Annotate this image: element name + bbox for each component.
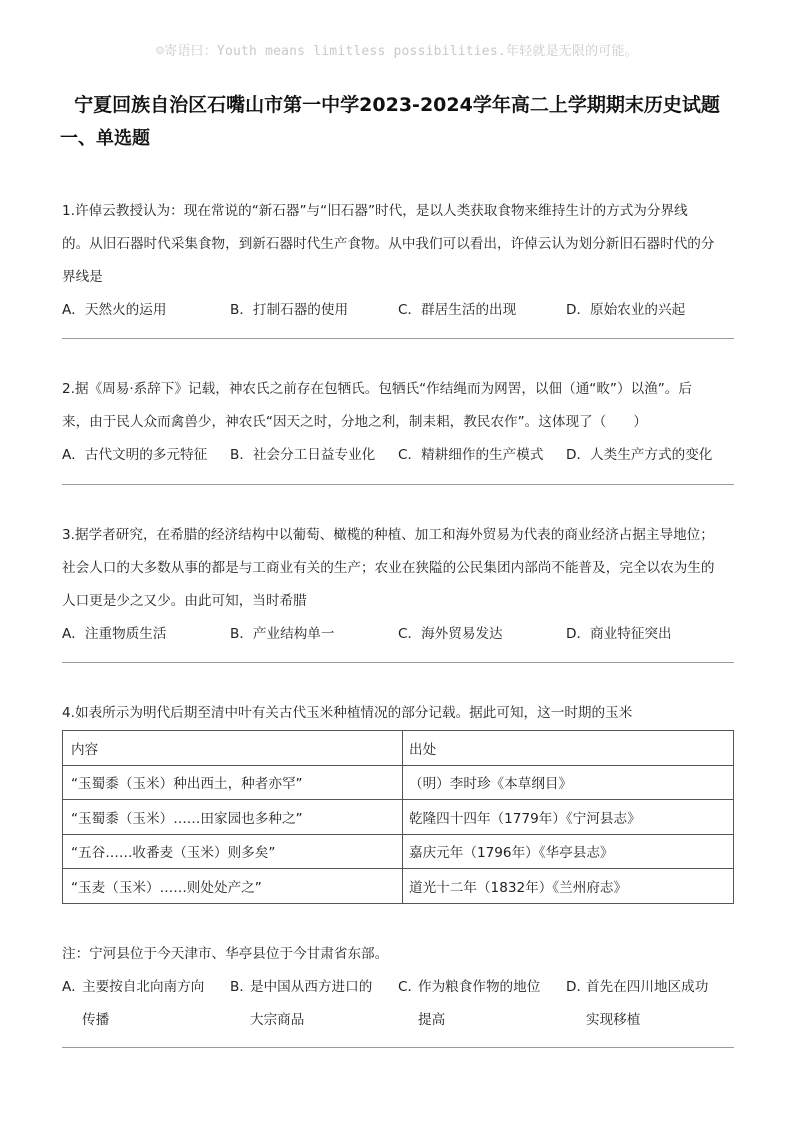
question-line: 4.如表所示为明代后期至清中叶有关古代玉米种植情况的部分记载。据此可知，这一时期的玉米 xyxy=(62,705,633,721)
option-b[interactable]: B．产业结构单一 xyxy=(230,626,335,642)
question-4 xyxy=(62,697,734,730)
question-line: 来，由于民人众而禽兽少，神农氏“因天之时，分地之利，制耒耜，教民农作”。这体现了（ ） xyxy=(62,414,648,430)
options-row xyxy=(62,618,734,651)
option-d[interactable]: D．商业特征突出 xyxy=(566,626,672,642)
option-c[interactable]: C．群居生活的出现 xyxy=(398,302,517,318)
table-row xyxy=(63,800,734,835)
option-key: C． xyxy=(398,979,422,995)
table-header-cell: 内容 xyxy=(63,731,403,766)
page-title: 宁夏回族自治区石嘴山市第一中学2023-2024学年高二上学期期末历史试题 xyxy=(74,94,720,116)
option-text-line: 传播 xyxy=(82,1012,110,1028)
option-text-line: 大宗商品 xyxy=(250,1012,305,1028)
options-row xyxy=(62,294,734,327)
table-cell: 道光十二年（1832年）《兰州府志》 xyxy=(403,869,734,904)
option-text-line: 是中国从西方进口的 xyxy=(250,979,373,995)
option-a[interactable] xyxy=(62,971,230,1037)
option-b[interactable]: B．社会分工日益专业化 xyxy=(230,447,376,463)
option-key: A． xyxy=(62,979,85,995)
table-cell: 嘉庆元年（1796年）《华亭县志》 xyxy=(403,834,734,869)
table-cell: “玉蜀黍（玉米）种出西土，种者亦罕” xyxy=(63,765,403,800)
option-text xyxy=(250,971,380,1037)
option-text-line: 主要按自北向南方向 xyxy=(82,979,205,995)
option-text xyxy=(586,971,716,1037)
option-d[interactable] xyxy=(566,971,734,1037)
option-text-line: 首先在四川地区成功 xyxy=(586,979,709,995)
question-line: 界线是 xyxy=(62,269,103,285)
section-heading: 一、单选题 xyxy=(60,128,150,149)
option-b[interactable]: B．打制石器的使用 xyxy=(230,302,349,318)
table-row xyxy=(63,765,734,800)
option-a[interactable]: A．古代文明的多元特征 xyxy=(62,447,208,463)
question-3 xyxy=(62,519,734,651)
table-row xyxy=(63,834,734,869)
divider xyxy=(62,1047,734,1048)
option-c[interactable]: C．海外贸易发达 xyxy=(398,626,503,642)
option-text-line: 实现移植 xyxy=(586,1012,641,1028)
option-text-line: 作为粮食作物的地位 xyxy=(418,979,541,995)
option-d[interactable]: D．人类生产方式的变化 xyxy=(566,447,713,463)
option-b[interactable] xyxy=(230,971,398,1037)
table-cell: “玉蜀黍（玉米）……田家园也多种之” xyxy=(63,800,403,835)
table-cell: 乾隆四十四年（1779年）《宁河县志》 xyxy=(403,800,734,835)
question-1 xyxy=(62,195,734,327)
option-c[interactable] xyxy=(398,971,566,1037)
option-a[interactable]: A．天然火的运用 xyxy=(62,302,167,318)
option-d[interactable]: D．原始农业的兴起 xyxy=(566,302,686,318)
question-line: 人口更是少之又少。由此可知，当时希腊 xyxy=(62,593,307,609)
options-row xyxy=(62,439,734,472)
watermark-motto: ☺寄语曰：Youth means limitless possibilities.年轻就是无限的可能。 xyxy=(156,44,638,59)
question-2 xyxy=(62,373,734,472)
divider xyxy=(62,338,734,339)
question-line: 社会人口的大多数从事的都是与工商业有关的生产；农业在狭隘的公民集团内部尚不能普及，完全以农为生的 xyxy=(62,560,715,576)
divider xyxy=(62,662,734,663)
table-row xyxy=(63,869,734,904)
option-text xyxy=(418,971,548,1037)
table-header-row xyxy=(63,731,734,766)
note-text: 注：宁河县位于今天津市、华亭县位于今甘肃省东部。 xyxy=(62,946,389,962)
divider xyxy=(62,484,734,485)
option-key: B． xyxy=(230,979,253,995)
table-cell: （明）李时珍《本草纲目》 xyxy=(403,765,734,800)
question-line: 3.据学者研究，在希腊的经济结构中以葡萄、橄榄的种植、加工和海外贸易为代表的商业经济占据主导地位； xyxy=(62,527,714,543)
question-line: 的。从旧石器时代采集食物，到新石器时代生产食物。从中我们可以看出，许倬云认为划分新旧石器时代的分 xyxy=(62,236,715,252)
table-header-cell: 出处 xyxy=(403,731,734,766)
table-note xyxy=(62,938,734,1037)
data-table xyxy=(62,730,734,904)
option-text xyxy=(82,971,212,1037)
option-a[interactable]: A．注重物质生活 xyxy=(62,626,167,642)
table-cell: “五谷……收番麦（玉米）则多矣” xyxy=(63,834,403,869)
question-line: 1.许倬云教授认为：现在常说的“新石器”与“旧石器”时代，是以人类获取食物来维持生计的方式为分界线 xyxy=(62,203,688,219)
options-row xyxy=(62,971,734,1037)
option-c[interactable]: C．精耕细作的生产模式 xyxy=(398,447,544,463)
option-text-line: 提高 xyxy=(418,1012,446,1028)
table-cell: “玉麦（玉米）……则处处产之” xyxy=(63,869,403,904)
option-key: D． xyxy=(566,979,591,995)
question-line: 2.据《周易·系辞下》记载，神农氏之前存在包牺氏。包牺氏“作结绳而为网罟，以佃（通“畋”）以渔”。后 xyxy=(62,381,692,397)
